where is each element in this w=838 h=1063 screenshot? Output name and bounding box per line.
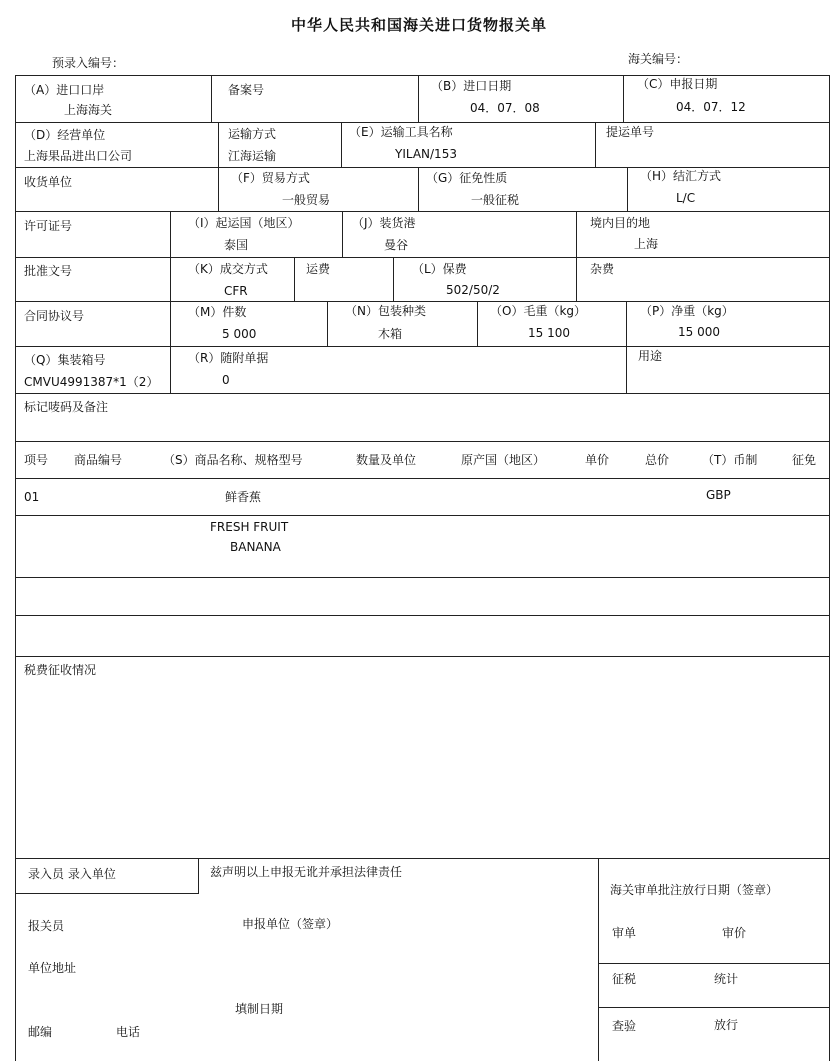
- destination-label: 境内目的地: [590, 216, 651, 230]
- record-no-label: 备案号: [228, 83, 265, 97]
- destination-value: 上海: [634, 237, 659, 251]
- bill-of-lading-label: 提运单号: [606, 125, 655, 139]
- gross-weight-label: （O）毛重（kg）: [490, 304, 587, 318]
- package-type-value: 木箱: [378, 327, 403, 341]
- freight-label: 运费: [306, 262, 331, 276]
- declaration-statement: 兹声明以上申报无讹并承担法律责任: [210, 865, 403, 879]
- loading-port-label: （J）装货港: [352, 216, 416, 230]
- operator-label: （D）经营单位: [24, 128, 106, 142]
- insurance-label: （L）保费: [412, 262, 467, 276]
- declare-date-value: 04．07．12: [676, 100, 746, 114]
- goods-name-en-line2: BANANA: [230, 540, 281, 554]
- trade-mode-value: 一般贸易: [282, 193, 331, 207]
- goods-name-en-line1: FRESH FRUIT: [210, 520, 289, 534]
- goods-currency: GBP: [706, 488, 731, 502]
- customs-no-label: 海关编号：: [628, 52, 689, 66]
- goods-header-origin: 原产国（地区）: [461, 453, 546, 467]
- container-no-value: CMVU4991387*1（2）: [24, 375, 159, 389]
- postcode-label: 邮编: [28, 1025, 53, 1039]
- approval-no-label: 批准文号: [24, 264, 73, 278]
- goods-header-unit-price: 单价: [585, 453, 610, 467]
- inspection-label: 查验: [612, 1019, 637, 1033]
- misc-fee-label: 杂费: [590, 262, 615, 276]
- import-port-label: （A）进口口岸: [24, 83, 105, 97]
- settlement-value: L/C: [676, 191, 696, 205]
- net-weight-label: （P）净重（kg）: [640, 304, 734, 318]
- broker-label: 报关员: [28, 919, 65, 933]
- attached-docs-value: 0: [222, 373, 230, 387]
- import-date-value: 04．07．08: [470, 101, 540, 115]
- entry-clerk-label: 录入员 录入单位: [28, 867, 116, 881]
- transport-mode-label: 运输方式: [228, 127, 277, 141]
- operator-value: 上海果品进出口公司: [24, 149, 133, 163]
- fill-date-label: 填制日期: [235, 1002, 284, 1016]
- vehicle-name-label: （E）运输工具名称: [349, 125, 453, 139]
- goods-header-quantity: 数量及单位: [356, 453, 417, 467]
- usage-label: 用途: [638, 349, 663, 363]
- goods-header-description: （S）商品名称、规格型号: [163, 453, 303, 467]
- tax-collection-label: 税费征收情况: [24, 663, 97, 677]
- page-title: 中华人民共和国海关进口货物报关单: [290, 16, 547, 34]
- goods-item-no: 01: [24, 490, 40, 504]
- goods-header-currency: （T）币制: [702, 453, 758, 467]
- settlement-label: （H）结汇方式: [640, 169, 722, 183]
- contract-no-label: 合同协议号: [24, 309, 85, 323]
- container-no-label: （Q）集装箱号: [24, 353, 106, 367]
- goods-header-levy: 征免: [792, 453, 817, 467]
- marks-remarks-label: 标记唛码及备注: [24, 400, 109, 414]
- origin-country-value: 泰国: [224, 238, 249, 252]
- net-weight-value: 15 000: [678, 325, 720, 339]
- customs-approval-label: 海关审单批注放行日期（签章）: [610, 883, 779, 897]
- goods-header-item-no: 项号: [24, 453, 49, 467]
- pre-entry-no-label: 预录入编号：: [52, 56, 125, 70]
- license-no-label: 许可证号: [24, 219, 73, 233]
- unit-address-label: 单位地址: [28, 961, 77, 975]
- gross-weight-value: 15 100: [528, 326, 570, 340]
- package-type-label: （N）包装种类: [345, 304, 426, 318]
- trade-mode-label: （F）贸易方式: [231, 171, 310, 185]
- levy-nature-value: 一般征税: [471, 193, 520, 207]
- loading-port-value: 曼谷: [384, 238, 409, 252]
- declare-date-label: （C）申报日期: [637, 77, 718, 91]
- declaring-unit-label: 申报单位（签章）: [242, 917, 339, 931]
- insurance-value: 502/50/2: [446, 283, 500, 297]
- goods-header-commodity-code: 商品编号: [74, 453, 123, 467]
- goods-header-total-price: 总价: [645, 453, 670, 467]
- price-review-label: 审价: [722, 926, 747, 940]
- pieces-value: 5 000: [222, 327, 257, 341]
- pieces-label: （M）件数: [188, 305, 247, 319]
- attached-docs-label: （R）随附单据: [188, 351, 269, 365]
- tax-label: 征税: [612, 972, 637, 986]
- vehicle-name-value: YILAN/153: [395, 147, 457, 161]
- statistics-label: 统计: [714, 972, 739, 986]
- goods-name-cn: 鲜香蕉: [225, 490, 262, 504]
- consignee-label: 收货单位: [24, 175, 73, 189]
- deal-mode-value: CFR: [224, 284, 248, 298]
- transport-mode-value: 江海运输: [228, 149, 277, 163]
- import-date-label: （B）进口日期: [431, 79, 512, 93]
- release-label: 放行: [714, 1018, 739, 1032]
- deal-mode-label: （K）成交方式: [188, 262, 268, 276]
- import-port-value: 上海海关: [64, 103, 113, 117]
- origin-country-label: （I）起运国（地区）: [188, 216, 300, 230]
- phone-label: 电话: [116, 1025, 141, 1039]
- levy-nature-label: （G）征免性质: [426, 171, 508, 185]
- review-label: 审单: [612, 926, 637, 940]
